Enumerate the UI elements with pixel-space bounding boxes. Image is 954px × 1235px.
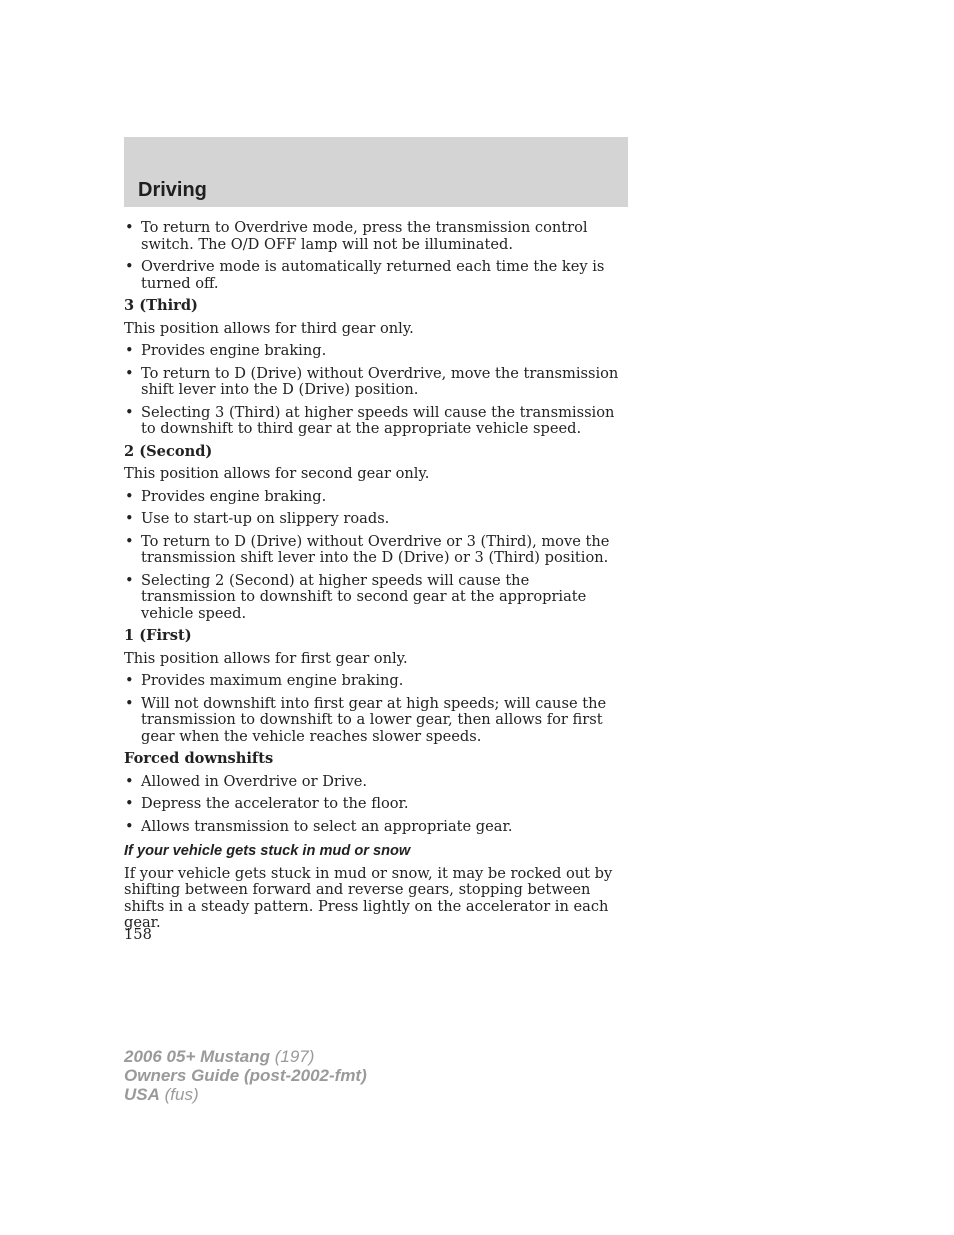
list-item: • Will not downshift into first gear at high speeds; will cause the transmission to downshift to a lower gear, then allows for first gear when the vehicle reaches slower speeds. xyxy=(125,694,607,745)
list-item: • Provides maximum engine braking. xyxy=(125,672,404,689)
second-text: This position allows for second gear only. xyxy=(124,465,430,482)
list-item: • Selecting 2 (Second) at higher speeds will cause the transmission to downshift to second gear at the appropriate vehicle speed. xyxy=(125,571,587,622)
forced-downshifts-heading: Forced downshifts xyxy=(124,750,274,767)
list-item: • To return to Overdrive mode, press the transmission control switch. The O/D OFF lamp will not be illuminated. xyxy=(125,219,588,253)
list-item: • To return to D (Drive) without Overdrive or 3 (Third), move the transmission shift lever into the D (Drive) or 3 (Third) position. xyxy=(125,532,610,566)
footer-line-3: USA (fus) xyxy=(124,1085,199,1104)
bullet-icon: • xyxy=(125,571,134,589)
stuck-text: If your vehicle gets stuck in mud or snow, it may be rocked out by shifting between forward and reverse gears, stopping between shifts in a steady pattern. Press lightly on the accelerator in each gear. xyxy=(124,864,613,931)
list-item: • Allowed in Overdrive or Drive. xyxy=(125,772,368,790)
footer-line-1: 2006 05+ Mustang (197) xyxy=(124,1047,315,1066)
list-item: • Provides engine braking. xyxy=(125,487,327,505)
footer-line-2: Owners Guide (post-2002-fmt) xyxy=(124,1066,367,1085)
list-item: • Selecting 3 (Third) at higher speeds will cause the transmission to downshift to third gear at the appropriate vehicle speed. xyxy=(125,403,615,437)
third-heading: 3 (Third) xyxy=(124,297,198,314)
bullet-icon: • xyxy=(125,672,134,689)
first-heading: 1 (First) xyxy=(124,627,192,644)
list-item: • Allows transmission to select an appropriate gear. xyxy=(125,817,513,835)
first-text: This position allows for first gear only. xyxy=(124,649,408,667)
list-item: • Overdrive mode is automatically returned each time the key is turned off. xyxy=(125,258,605,292)
bullet-icon: • xyxy=(125,532,134,550)
third-text: This position allows for third gear only. xyxy=(124,319,414,337)
second-heading: 2 (Second) xyxy=(124,442,213,460)
bullet-icon: • xyxy=(125,795,134,812)
bullet-icon: • xyxy=(125,403,134,421)
stuck-heading: If your vehicle gets stuck in mud or snow xyxy=(124,843,411,859)
section-header-band xyxy=(124,137,628,207)
list-item: • Depress the accelerator to the floor. xyxy=(125,795,409,812)
page-content xyxy=(124,220,628,938)
bullet-icon: • xyxy=(125,219,134,236)
list-item: • Use to start-up on slippery roads. xyxy=(125,510,390,527)
bullet-icon: • xyxy=(125,342,134,359)
bullet-icon: • xyxy=(125,772,134,790)
page-number: 158 xyxy=(124,926,152,943)
document-footer xyxy=(124,1047,367,1104)
section-title: Driving xyxy=(138,179,207,201)
bullet-icon: • xyxy=(125,364,134,382)
list-item: • Provides engine braking. xyxy=(125,342,327,359)
bullet-icon: • xyxy=(125,510,134,527)
bullet-icon: • xyxy=(125,817,134,835)
list-item: • To return to D (Drive) without Overdrive, move the transmission shift lever into the D (Drive) position. xyxy=(125,364,619,398)
bullet-icon: • xyxy=(125,258,134,275)
bullet-icon: • xyxy=(125,694,134,712)
bullet-icon: • xyxy=(125,487,134,505)
